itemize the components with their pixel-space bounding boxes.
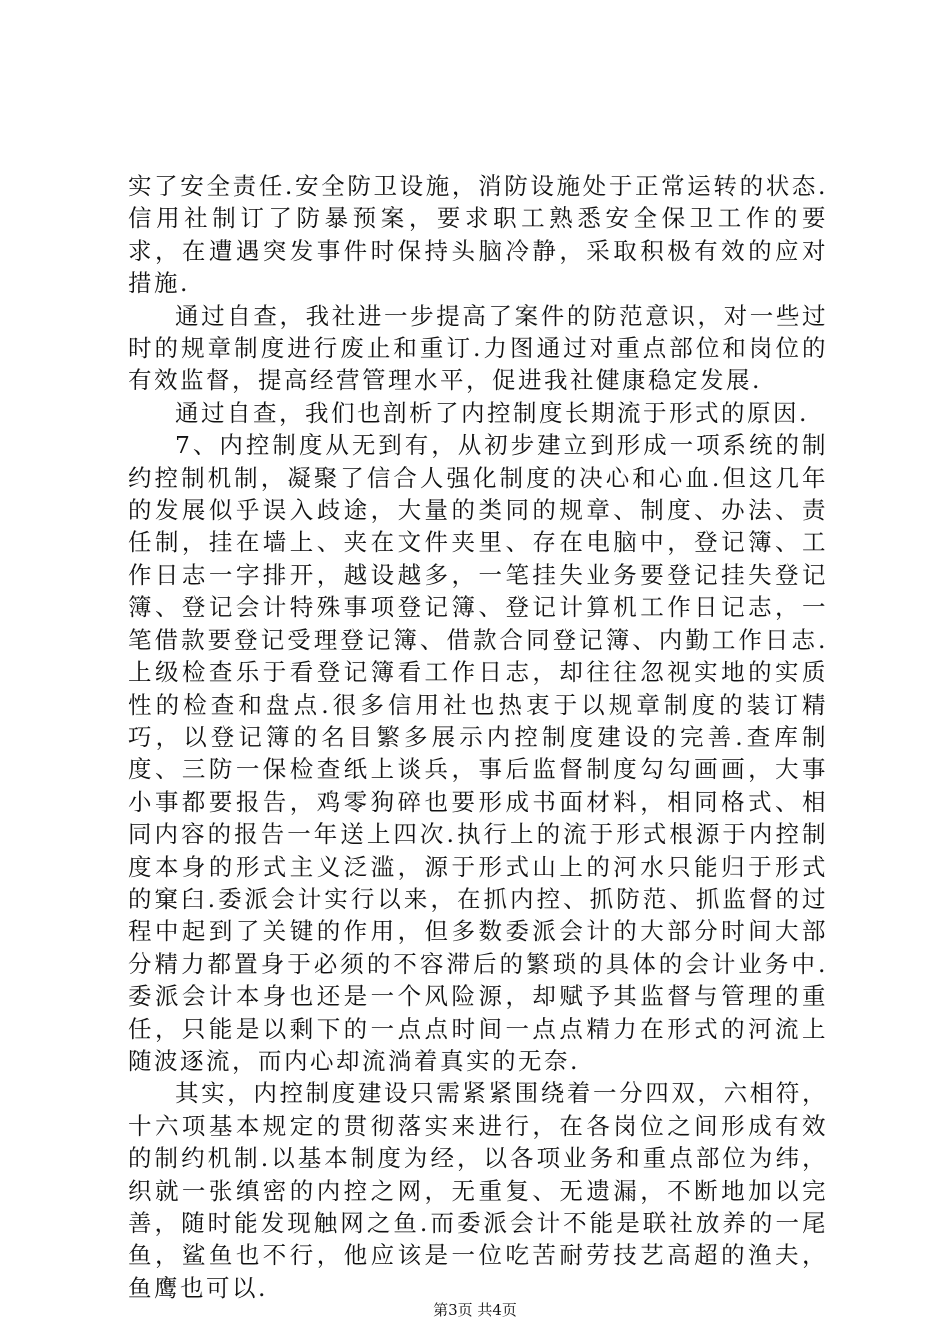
paragraph-3: 通过自查，我们也剖析了内控制度长期流于形式的原因. xyxy=(175,398,809,427)
document-body xyxy=(128,170,828,1304)
paragraph-4: 7、内控制度从无到有，从初步建立到形成一项系统的制约控制机制，凝聚了信合人强化制度的决心和心血.但这几年的发展似乎误入歧途，大量的类同的规章、制度、办法、责任制，挂在墙上、夹在文件夹里、存在电脑中，登记簿、工作日志一字排开，越设越多，一笔挂失业务要登记挂失登记簿、登记会计特殊事项登记簿、登记计算机工作日记志，一笔借款要登记受理登记簿、借款合同登记簿、内勤工作日志.上级检查乐于看登记簿看工作日志，却往往忽视实地的实质性的检查和盘点.很多信用社也热衷于以规章制度的装订精巧，以登记簿的名目繁多展示内控制度建设的完善.查库制度、三防一保检查纸上谈兵，事后监督制度勾勾画画，大事小事都要报告，鸡零狗碎也要形成书面材料，相同格式、相同内容的报告一年送上四次.执行上的流于形式根源于内控制度本身的形式主义泛滥，源于形式山上的河水只能归于形式的窠臼.委派会计实行以来，在抓内控、抓防范、抓监督的过程中起到了关键的作用，但多数委派会计的大部分时间大部分精力都置身于必须的不容滞后的繁琐的具体的会计业务中.委派会计本身也还是一个风险源，却赋予其监督与管理的重任，只能是以剩下的一点点时间一点点精力在形式的河流上随波逐流，而内心却流淌着真实的无奈. xyxy=(128,431,828,1075)
page-footer xyxy=(0,1300,950,1320)
paragraph-1: 实了安全责任.安全防卫设施，消防设施处于正常运转的状态.信用社制订了防暴预案，要求职工熟悉安全保卫工作的要求，在遭遇突发事件时保持头脑冷静，采取积极有效的应对措施. xyxy=(128,172,828,298)
paragraph-5: 其实，内控制度建设只需紧紧围绕着一分四双，六相符，十六项基本规定的贯彻落实来进行，在各岗位之间形成有效的制约机制.以基本制度为经，以各项业务和重点部位为纬，织就一张缜密的内控之网，无重复、无遗漏，不断地加以完善，随时能发现触网之鱼.而委派会计不能是联社放养的一尾鱼，鲨鱼也不行，他应该是一位吃苦耐劳技艺高超的渔夫，鱼鹰也可以. xyxy=(128,1079,828,1302)
page-total: 共4页 xyxy=(477,1301,517,1319)
page-number: 第3页 xyxy=(433,1301,473,1319)
paragraph-2: 通过自查，我社进一步提高了案件的防范意识，对一些过时的规章制度进行废止和重订.力图通过对重点部位和岗位的有效监督，提高经营管理水平，促进我社健康稳定发展. xyxy=(128,301,828,395)
